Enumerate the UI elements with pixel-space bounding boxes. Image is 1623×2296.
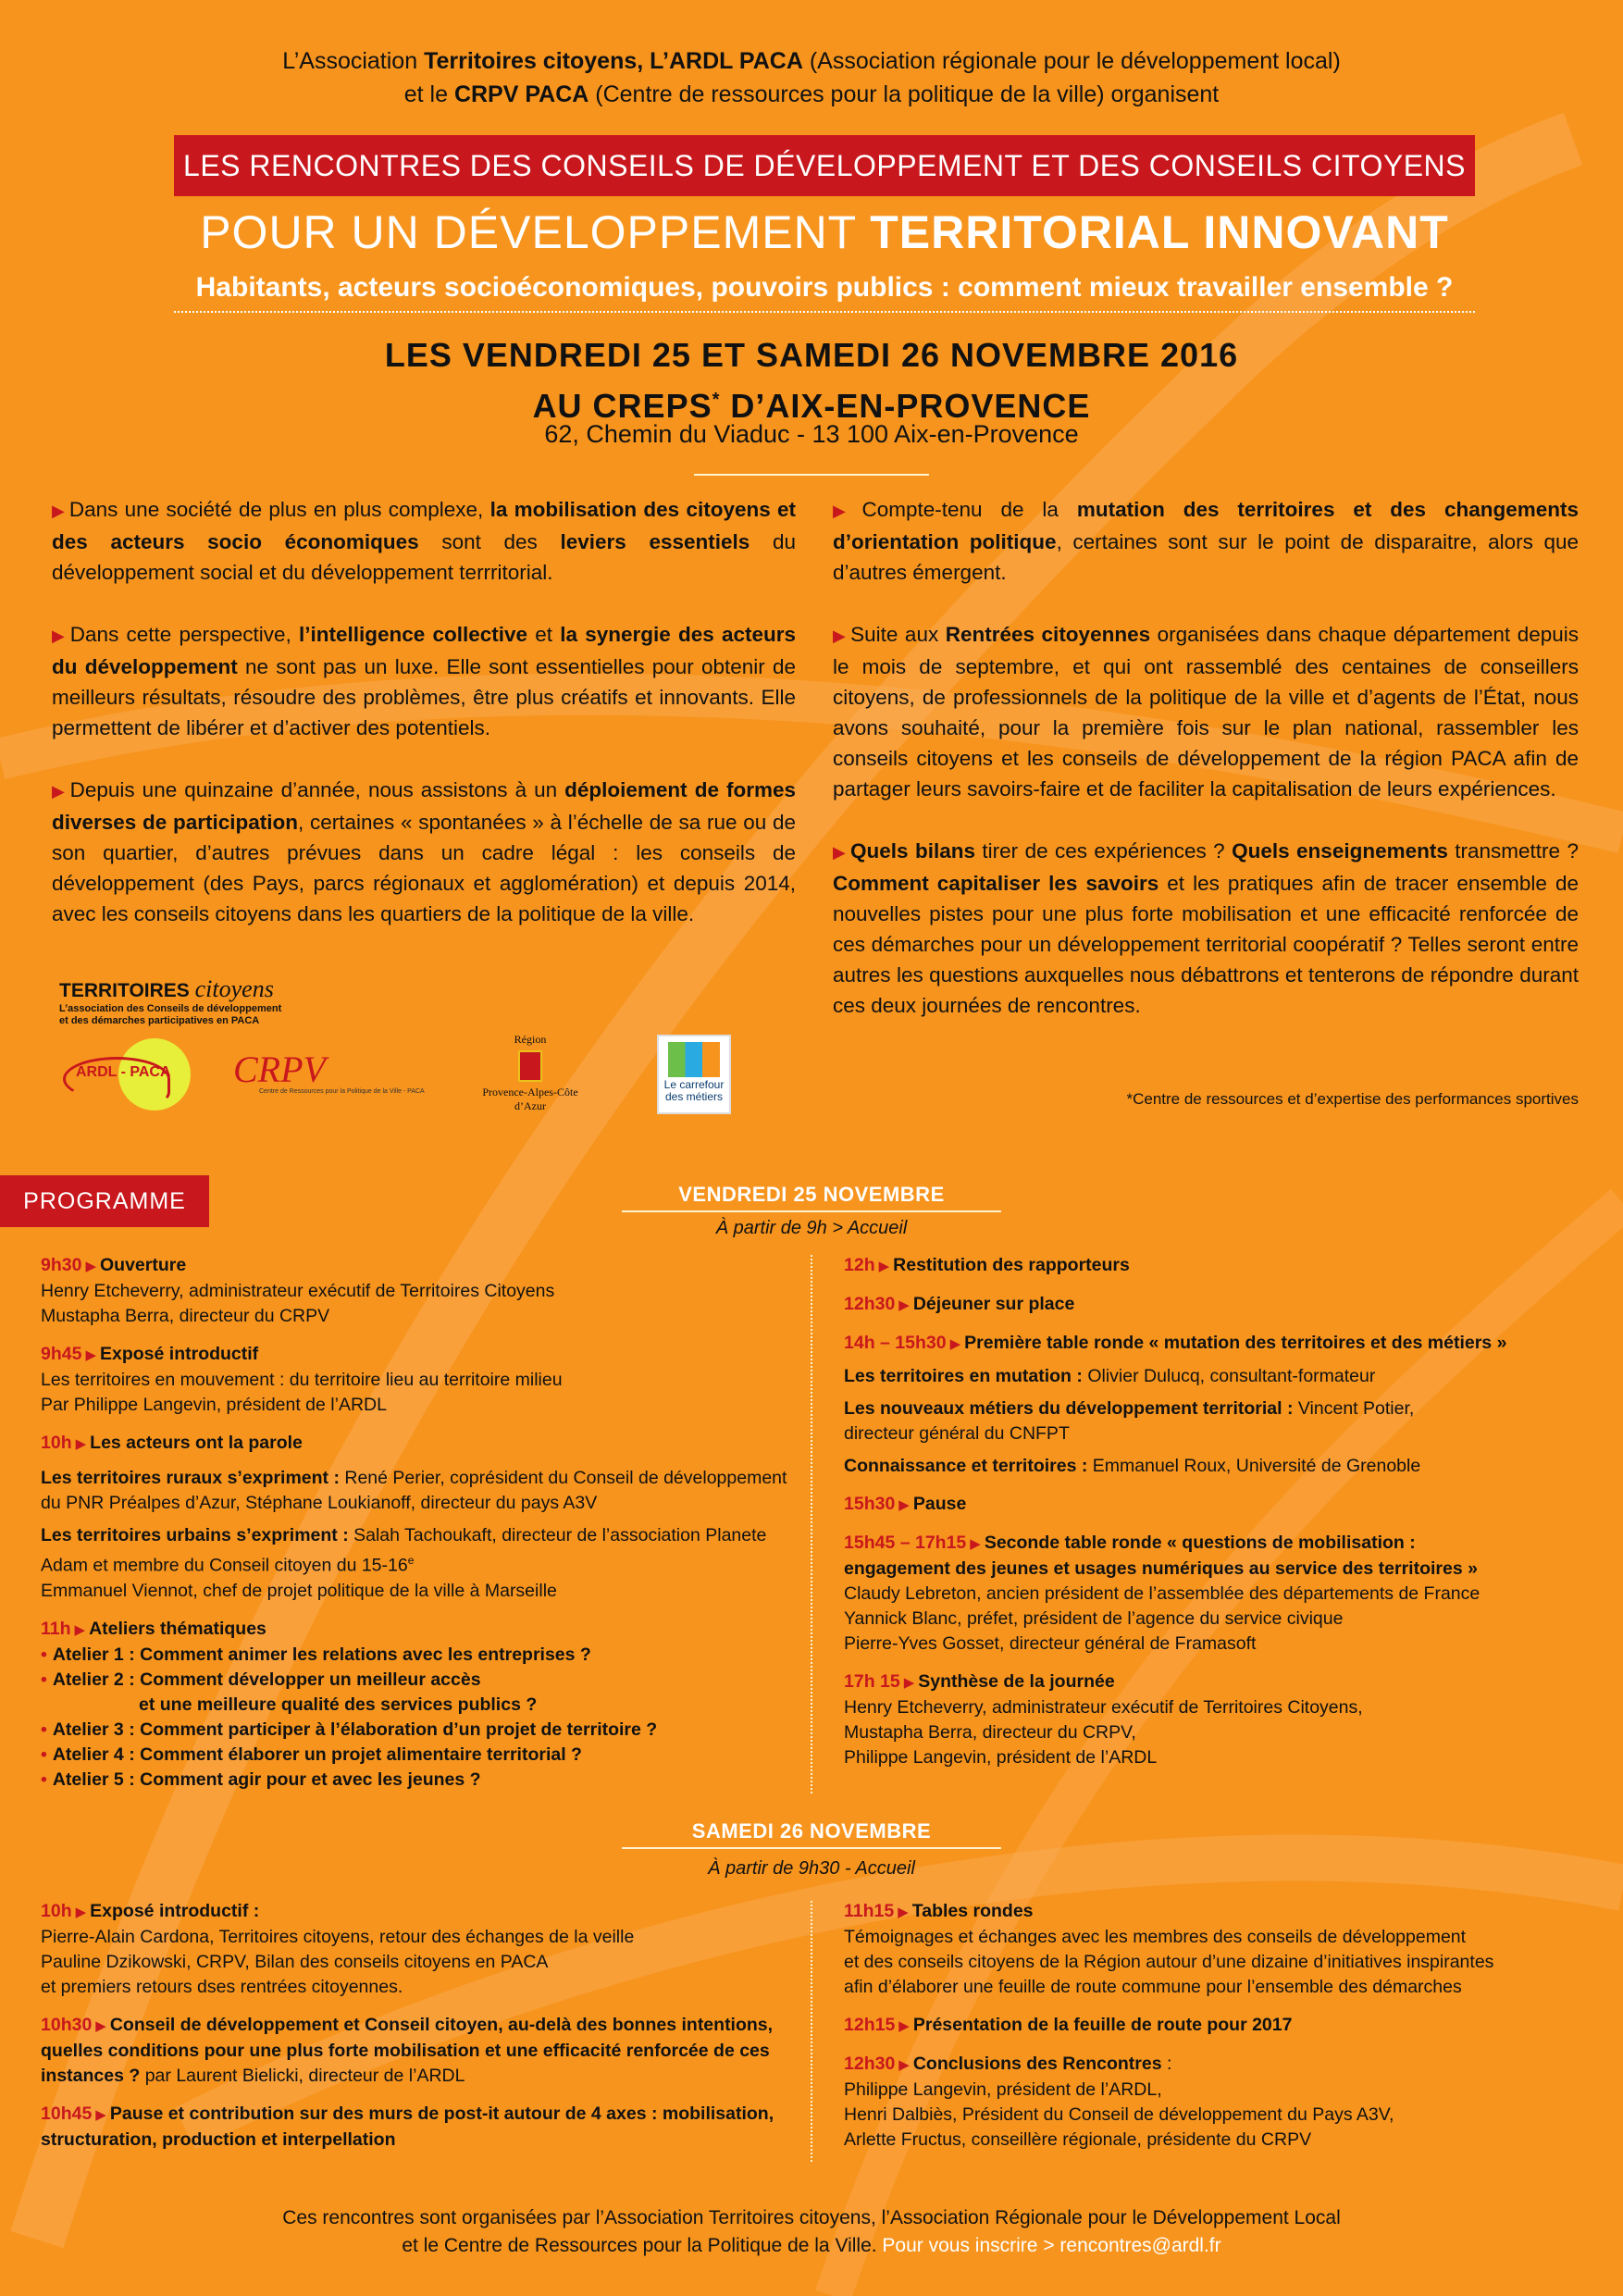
program-item: 11h15 ▶ Tables rondes Témoignages et échanges avec les membres des conseils de développement et des conseils citoyens de la Région autour d’une dizaine d’initiatives inspirantes afin d’élaborer une feuille de route commune pour l’ensemble des démarches [844, 1901, 1494, 1997]
column-divider [811, 1255, 812, 1793]
paragraph: ▶ Suite aux Rentrées citoyennes organisées dans chaque département depuis le mois de septembre, et qui ont rassemblé des centaines de conseillers citoyens, de professionnels de la politique de la ville et d’agents de l’État, nous avons souhaité, pour la première fois sur le plan national, rassembler les conseils citoyens et les conseils de développement de la région PACA afin de partager leurs savoirs-faire et de faciliter la capitalisation de leurs expériences. [833, 623, 1580, 800]
arrow-icon: ▶ [903, 1675, 915, 1691]
footer [0, 2204, 1623, 2260]
paragraph: ▶ Depuis une quinzaine d’année, nous assistons à un déploiement de formes diverses de participation, certaines « spontanées » à l’échelle de sa rue ou de son quartier, d’autres prévues dans un cadre légal : les conseils de développement (des Pays, parcs régionaux et agglomération) et depuis 2014, avec les conseils citoyens dans les quartiers de la politique de la ville. [52, 778, 797, 925]
arrow-icon: ▶ [898, 2018, 910, 2034]
triangle-bullet-icon: ▶ [833, 627, 848, 645]
day2-welcome: À partir de 9h30 - Accueil [708, 1858, 915, 1879]
program-item: 10h ▶ Les acteurs ont la parole Les territoires ruraux s’expriment : René Perier, coprésident du Conseil de développement du PNR Préalpes d’Azur, Stéphane Loukianoff, directeur du pays A3V Les territoires urbains s’expriment : Salah Tachoukaft, directeur de l’association Planete Adam et membre du Conseil citoyen du 15-16e Emmanuel Viennot, chef de projet politique de la ville à Marseille [41, 1433, 787, 1601]
program-item: 12h30 ▶ Conclusions des Rencontres : Philippe Langevin, président de l’ARDL, Henri Dalbiès, Président du Conseil de développement du Pays A3V, Arlette Fructus, conseillère régionale, présidente du CRPV [844, 2054, 1394, 2150]
triangle-bullet-icon: ▶ [52, 782, 67, 800]
program-item: 9h45 ▶ Exposé introductif Les territoires en mouvement : du territoire lieu au territoire milieu Par Philippe Langevin, président de l’ARDL [41, 1344, 563, 1415]
signup-email-link[interactable]: rencontres@ardl.fr [1059, 2235, 1221, 2256]
paragraph: ▶ Compte-tenu de la mutation des territoires et des changements d’orientation politique, certaines sont sur le point de disparaitre, alors que d’autres émergent. [833, 498, 1579, 584]
triangle-bullet-icon: ▶ [52, 502, 66, 520]
event-subtitle: Habitants, acteurs socioéconomiques, pouvoirs publics : comment mieux travailler ensemble ? [174, 272, 1475, 313]
event-banner: LES RENCONTRES DES CONSEILS DE DÉVELOPPEMENT ET DES CONSEILS CITOYENS [174, 135, 1475, 196]
intro-text: et le [403, 81, 454, 107]
program-item: 12h ▶ Restitution des rapporteurs [844, 1255, 1130, 1275]
bullet-icon: • [41, 1669, 47, 1690]
intro-left-column [52, 494, 796, 961]
paragraph: ▶ Dans cette perspective, l’intelligence collective et la synergie des acteurs du développement ne sont pas un luxe. Elle sont essentielles pour obtenir de meilleurs résultats, résoudre des problèmes, être plus créatifs et innovants. Elle permettent de libérer et d’activer des potentiels. [52, 623, 796, 739]
program-item: 10h30 ▶ Conseil de développement et Conseil citoyen, au-delà des bonnes intentions, quelles conditions pour une plus forte mobilisation et une efficacité renforcée de ces instances ? par Laurent Bielicki, directeur de l’ARDL [41, 2015, 774, 2086]
day1-right-program [844, 1253, 1584, 1783]
venue-address: 62, Chemin du Viaduc - 13 100 Aix-en-Provence [544, 420, 1079, 448]
paragraph: ▶ Dans une société de plus en plus complexe, la mobilisation des citoyens et des acteurs socio économiques sont des leviers essentiels du développement social et du développement terrritorial. [52, 498, 797, 584]
day2-left-program [41, 1899, 790, 2166]
footnote-mark: * [712, 390, 721, 410]
arrow-icon: ▶ [85, 1347, 96, 1363]
arrow-icon: ▶ [878, 1259, 890, 1274]
programme-label: PROGRAMME [0, 1175, 209, 1227]
day1-welcome: À partir de 9h > Accueil [715, 1218, 908, 1238]
event-dates [0, 333, 1623, 428]
program-item: 14h – 15h30 ▶ Première table ronde « mutation des territoires et des métiers » Les territoires en mutation : Olivier Dulucq, consultant-formateur Les nouveaux métiers du développement territorial : Vincent Potier, directeur général du CNFPT Connaissance et territoires : Emmanuel Roux, Université de Grenoble [844, 1333, 1507, 1476]
region-paca-logo: Région Provence-Alpes-Côte d’Azur [482, 1033, 578, 1112]
footer-line: Ces rencontres sont organisées par l’Association Territoires citoyens, l’Association Régionale pour le Développement Local [282, 2207, 1341, 2228]
title-light: POUR UN DÉVELOPPEMENT [200, 206, 871, 258]
footnote: *Centre de ressources et d’expertise des performances sportives [1126, 1090, 1579, 1108]
arrow-icon: ▶ [75, 1905, 87, 1920]
bullet-icon: • [41, 1644, 47, 1665]
program-item: 9h30 ▶ Ouverture Henry Etcheverry, administrateur exécutif de Territoires Citoyens Mustapha Berra, directeur du CRPV [41, 1255, 555, 1326]
arrow-icon: ▶ [970, 1536, 981, 1552]
day1-left-program [41, 1253, 790, 1806]
paragraph: ▶ Quels bilans tirer de ces expériences ? Quels enseignements transmettre ? Comment capitaliser les savoirs et les pratiques afin de tracer ensemble de nouvelles pistes pour une plus forte mobilisation et une efficacité renforcée de ces démarches pour un développement territorial coopératif ? Telles seront entre autres les questions auxquelles nous débattrons et tenterons de répondre durant ces deux journées de rencontres. [833, 839, 1579, 1017]
triangle-bullet-icon: ▶ [52, 627, 67, 645]
arrow-icon: ▶ [898, 1905, 909, 1920]
intro-bold: Territoires citoyens, L’ARDL PACA [424, 48, 803, 74]
partner-logos [57, 972, 742, 1120]
intro-text: L’Association [282, 48, 425, 74]
organizers-intro [0, 44, 1623, 111]
day2-right-program [844, 1899, 1584, 2166]
venue-text: D’AIX-EN-PROVENCE [720, 387, 1091, 425]
arrow-icon: ▶ [74, 1621, 86, 1638]
bullet-icon: • [41, 1769, 47, 1790]
triangle-bullet-icon: ▶ [833, 843, 848, 862]
people-icon [668, 1042, 720, 1077]
intro-text: (Centre de ressources pour la politique de la ville) organisent [588, 81, 1220, 107]
program-item: 15h45 – 17h15 ▶ Seconde table ronde « questions de mobilisation : engagement des jeunes et usages numériques au service des territoires » Claudy Lebreton, ancien président de l’assemblée des départements de France Yannick Blanc, préfet, président de l’agence du service civique Pierre-Yves Gosset, directeur général de Framasoft [844, 1533, 1481, 1654]
intro-right-column [833, 494, 1579, 1052]
venue-text: AU CREPS [532, 387, 712, 425]
crpv-logo: CRPV Centre de Ressources pour la Politique de la Ville - PACA [233, 1049, 425, 1095]
day1-title: VENDREDI 25 NOVEMBRE [678, 1183, 945, 1206]
arrow-icon: ▶ [898, 2057, 910, 2073]
dates-line: LES VENDREDI 25 ET SAMEDI 26 NOVEMBRE 2016 [384, 336, 1239, 374]
program-item: 10h ▶ Exposé introductif : Pierre-Alain Cardona, Territoires citoyens, retour des échanges de la veille Pauline Dzikowski, CRPV, Bilan des conseils citoyens en PACA et premiers retours dses rentrées citoyennes. [41, 1901, 635, 1997]
program-item: 15h30 ▶ Pause [844, 1494, 967, 1514]
carrefour-des-metiers-logo: Le carrefour des métiers [657, 1035, 731, 1114]
program-item: 12h15 ▶ Présentation de la feuille de route pour 2017 [844, 2015, 1293, 2035]
arrow-icon: ▶ [95, 2018, 106, 2034]
arrow-icon: ▶ [75, 1436, 87, 1452]
divider [622, 1847, 1001, 1849]
event-title [174, 205, 1475, 259]
signup-label: Pour vous inscrire > [882, 2235, 1060, 2256]
arrow-icon: ▶ [898, 1297, 910, 1313]
bullet-icon: • [41, 1744, 47, 1765]
program-item: 12h30 ▶ Déjeuner sur place [844, 1294, 1075, 1314]
divider [622, 1210, 1001, 1212]
divider [694, 474, 929, 476]
territoires-citoyens-logo: TERRITOIRES citoyens L’association des Conseils de développement et des démarches participatives en PACA [59, 975, 282, 1026]
arrow-icon: ▶ [898, 1497, 910, 1513]
program-item: 10h45 ▶ Pause et contribution sur des murs de post-it autour de 4 axes : mobilisation, structuration, production et interpellation [41, 2104, 774, 2150]
region-crest-icon [518, 1050, 542, 1082]
intro-bold: CRPV PACA [453, 81, 589, 107]
arrow-icon: ▶ [95, 2107, 106, 2123]
intro-text: (Association régionale pour le développement local) [802, 48, 1341, 74]
column-divider [811, 1901, 812, 2162]
day2-title: SAMEDI 26 NOVEMBRE [691, 1819, 932, 1843]
arrow-icon: ▶ [85, 1259, 96, 1274]
program-item: 11h ▶ Ateliers thématiques • Atelier 1 : Comment animer les relations avec les entreprises ? • Atelier 2 : Comment développer un meilleur accès et une meilleure qualité des services publics ? • Atelier 3 : Comment participer à l’élaboration d’un projet de territoire ? • Atelier 4 : Comment élaborer un projet alimentaire territorial ? • Atelier 5 : Comment agir pour et avec les jeunes ? [41, 1618, 658, 1790]
bullet-icon: • [41, 1719, 47, 1740]
triangle-bullet-icon: ▶ [833, 502, 859, 520]
ardl-paca-logo: ARDL - PACA [59, 1038, 189, 1114]
program-item: 17h 15 ▶ Synthèse de la journée Henry Etcheverry, administrateur exécutif de Territoires Citoyens, Mustapha Berra, directeur du CRPV, Philippe Langevin, président de l’ARDL [844, 1671, 1363, 1768]
title-bold: TERRITORIAL INNOVANT [870, 206, 1449, 258]
footer-line: et le Centre de Ressources pour la Politique de la Ville. [402, 2235, 883, 2256]
arrow-icon: ▶ [949, 1336, 961, 1352]
